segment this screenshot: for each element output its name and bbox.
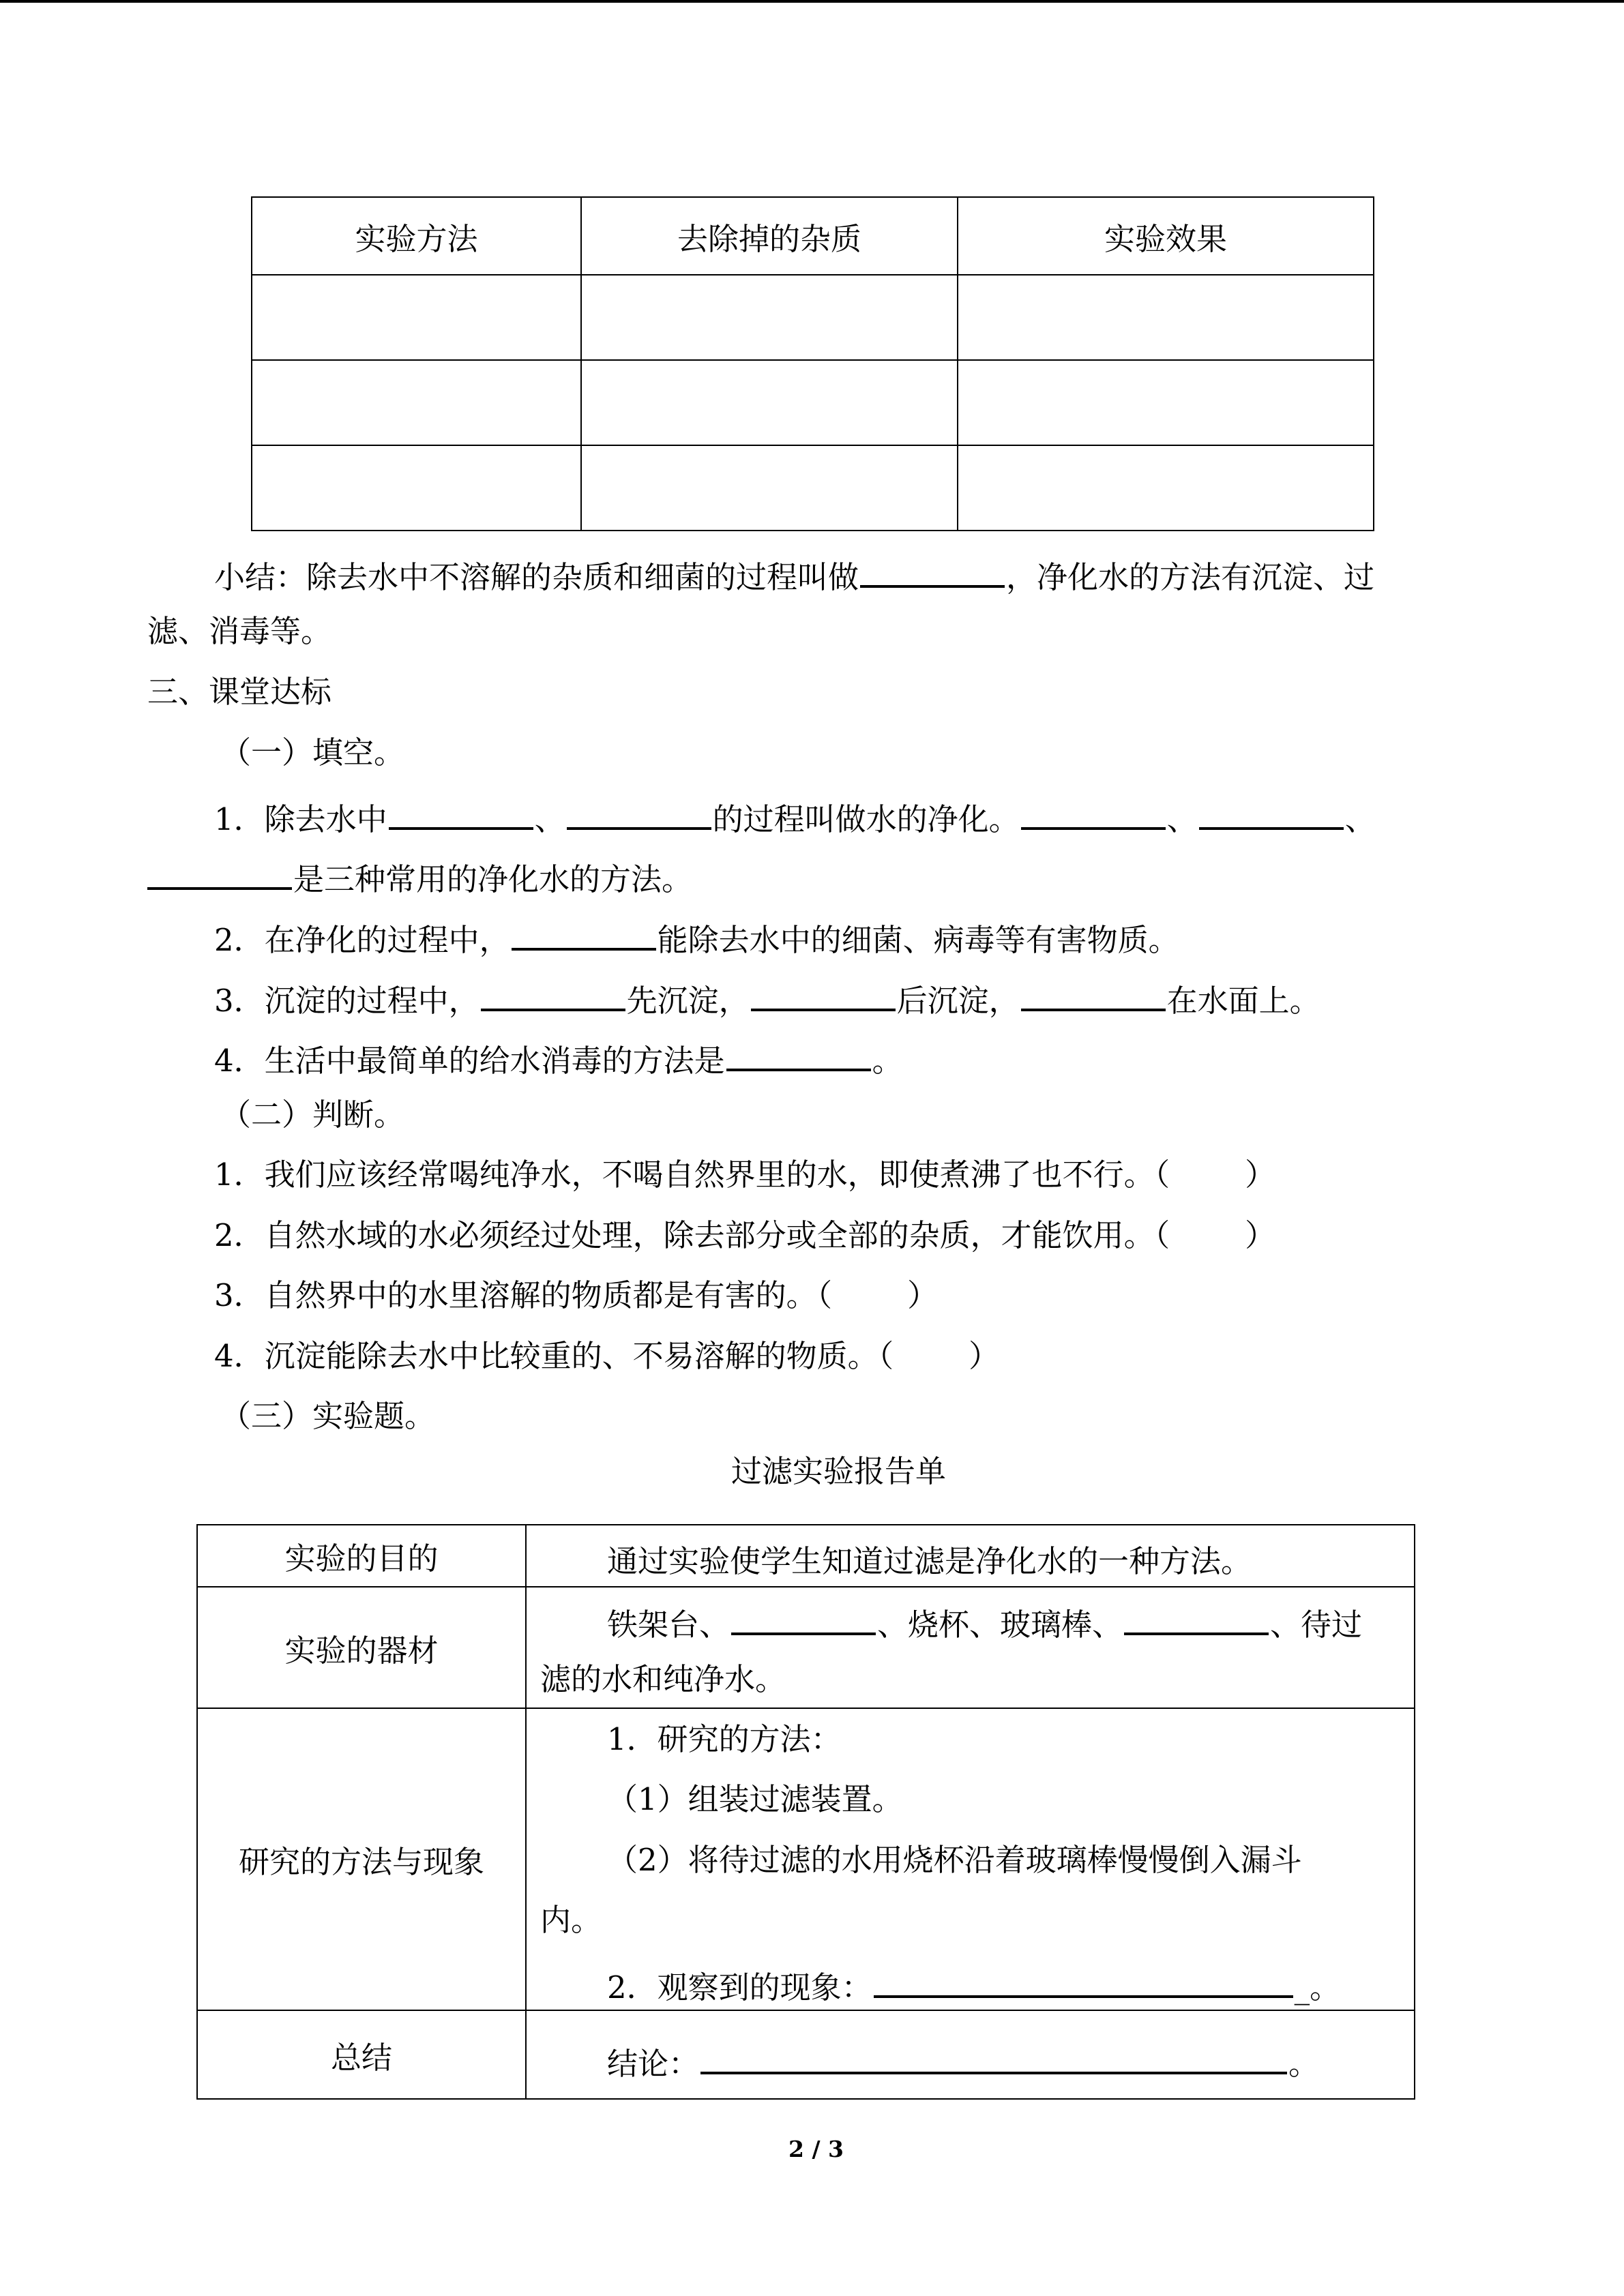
judge-close-paren: ）: [969, 1338, 1000, 1374]
judge-open-paren: （: [816, 1277, 833, 1313]
table-cell[interactable]: [252, 275, 581, 360]
summary-line-1: [214, 555, 1374, 593]
conclusion-blank[interactable]: [700, 2042, 1287, 2074]
report-row-purpose: [197, 1525, 1415, 1587]
table-cell[interactable]: [958, 445, 1374, 531]
table-cell[interactable]: [252, 360, 581, 445]
equipment-blank-1[interactable]: [731, 1602, 876, 1635]
q3-blank-1[interactable]: [481, 979, 625, 1011]
phenomenon-end: _。: [1294, 1969, 1341, 2006]
table-row: [252, 360, 1374, 445]
method-line-5: [607, 1965, 1341, 2006]
table-cell[interactable]: [581, 360, 958, 445]
judge-title: （二）判断。: [220, 1097, 405, 1133]
page-number: 2 / 3: [788, 2136, 844, 2162]
q1-text-b: 、: [534, 801, 565, 837]
q3-text-a: 3．沉淀的过程中，: [214, 983, 479, 1019]
table-row: [252, 445, 1374, 531]
fill-question-1: [214, 797, 1376, 835]
q1-text-a: 1．除去水中: [214, 801, 387, 837]
q1-blank-2[interactable]: [567, 797, 711, 830]
judge-item-3: [214, 1277, 939, 1313]
judge-text-3: 3．自然界中的水里溶解的物质都是有害的。: [214, 1277, 817, 1313]
equipment-blank-2[interactable]: [1124, 1602, 1269, 1635]
section-3-title: 三、课堂达标: [147, 674, 332, 710]
table-cell[interactable]: [581, 445, 958, 531]
table-cell[interactable]: [958, 360, 1374, 445]
q1-blank-4[interactable]: [1199, 797, 1344, 830]
method-line-2: （1）组装过滤装置。: [607, 1781, 903, 1817]
purpose-cell: [526, 1525, 1415, 1587]
summary-line-2: [147, 613, 332, 649]
q4-blank[interactable]: [726, 1039, 871, 1071]
judge-text-1: 1．我们应该经常喝纯净水，不喝自然界里的水，即使煮沸了也不行。: [214, 1157, 1155, 1193]
equipment-line-2: 滤的水和纯净水。: [540, 1661, 786, 1697]
report-table: [196, 1524, 1415, 2100]
report-row-method: [197, 1708, 1415, 2010]
judge-text-2: 2．自然水域的水必须经过处理，除去部分或全部的杂质，才能饮用。: [214, 1217, 1155, 1253]
summary-text-a: 小结：除去水中不溶解的杂质和细菌的过程叫做: [214, 559, 859, 595]
purpose-label: 实验的目的: [197, 1525, 526, 1587]
q2-blank[interactable]: [512, 918, 656, 951]
fill-question-2: [214, 918, 1179, 958]
summary-blank[interactable]: [860, 555, 1005, 588]
q3-text-c: 后沉淀，: [896, 983, 1020, 1019]
judge-open-paren: （: [1154, 1217, 1170, 1253]
equipment-line-1: [607, 1602, 1363, 1643]
report-row-equipment: [197, 1587, 1415, 1708]
fill-title: （一）填空。: [220, 734, 405, 771]
fill-question-4: [214, 1039, 903, 1079]
summary-text-b: ，净化水的方法有沉淀、过: [1006, 559, 1375, 595]
equipment-label: 实验的器材: [197, 1587, 526, 1708]
summary-text-c: 滤、消毒等。: [147, 613, 332, 649]
fill-question-1-cont: [147, 857, 692, 895]
judge-open-paren: （: [1154, 1157, 1170, 1193]
table-cell[interactable]: [252, 445, 581, 531]
q3-blank-2[interactable]: [751, 979, 896, 1011]
q2-text-a: 2．在净化的过程中，: [214, 922, 510, 958]
q1-text-d: 、: [1166, 801, 1198, 837]
equipment-cell: [526, 1587, 1415, 1708]
experiment-title: （三）实验题。: [220, 1398, 436, 1434]
conclusion-line: [607, 2042, 1320, 2082]
q1-text-e: 、: [1344, 801, 1376, 837]
q4-text-a: 4．生活中最简单的给水消毒的方法是: [214, 1043, 725, 1079]
phenomenon-label: 2．观察到的现象：: [607, 1969, 872, 2006]
method-line-1: 1．研究的方法：: [607, 1721, 842, 1757]
report-row-summary: [197, 2010, 1415, 2099]
q2-text-b: 能除去水中的细菌、病毒等有害物质。: [657, 922, 1179, 958]
equipment-text-b: 、烧杯、玻璃棒、: [877, 1607, 1123, 1643]
summary-cell: [526, 2010, 1415, 2099]
judge-text-4: 4．沉淀能除去水中比较重的、不易溶解的物质。: [214, 1338, 879, 1374]
q1-blank-3[interactable]: [1021, 797, 1166, 830]
judge-close-paren: ）: [1245, 1157, 1276, 1193]
q4-text-b: 。: [872, 1043, 903, 1079]
q1-text-c: 的过程叫做水的净化。: [712, 801, 1020, 837]
report-title: 过滤实验报告单: [731, 1453, 947, 1489]
method-table: [251, 196, 1374, 531]
q1-text-f: 是三种常用的净化水的方法。: [293, 861, 693, 897]
top-border: [0, 0, 1624, 3]
header-effect: 实验效果: [958, 197, 1374, 275]
judge-close-paren: ）: [907, 1277, 939, 1313]
judge-close-paren: ）: [1245, 1217, 1276, 1253]
equipment-text-c: 、待过: [1270, 1607, 1363, 1643]
summary-label: 总结: [197, 2010, 526, 2099]
fill-question-3: [214, 979, 1320, 1019]
method-line-4: 内。: [540, 1902, 602, 1938]
q1-blank-1[interactable]: [389, 797, 533, 830]
equipment-text-a: 铁架台、: [607, 1607, 730, 1643]
conclusion-label: 结论：: [607, 2046, 700, 2082]
table-cell[interactable]: [958, 275, 1374, 360]
header-impurities: 去除掉的杂质: [581, 197, 958, 275]
q3-text-d: 在水面上。: [1166, 983, 1320, 1019]
method-cell: [526, 1708, 1415, 2010]
method-label: 研究的方法与现象: [197, 1708, 526, 2010]
q3-blank-3[interactable]: [1021, 979, 1166, 1011]
phenomenon-blank[interactable]: [874, 1965, 1293, 1998]
table-cell[interactable]: [581, 275, 958, 360]
judge-item-1: [214, 1157, 1276, 1193]
header-method: 实验方法: [252, 197, 581, 275]
q3-text-b: 先沉淀，: [626, 983, 750, 1019]
judge-item-2: [214, 1217, 1276, 1253]
judge-open-paren: （: [878, 1338, 894, 1374]
q1-blank-5[interactable]: [147, 857, 292, 890]
table-row: [252, 275, 1374, 360]
purpose-text: 通过实验使学生知道过滤是净化水的一种方法。: [607, 1543, 1252, 1579]
method-line-3: （2）将待过滤的水用烧杯沿着玻璃棒慢慢倒入漏斗: [607, 1842, 1302, 1878]
judge-item-4: [214, 1338, 1000, 1374]
conclusion-end: 。: [1288, 2046, 1320, 2082]
table-header-row: [252, 197, 1374, 275]
